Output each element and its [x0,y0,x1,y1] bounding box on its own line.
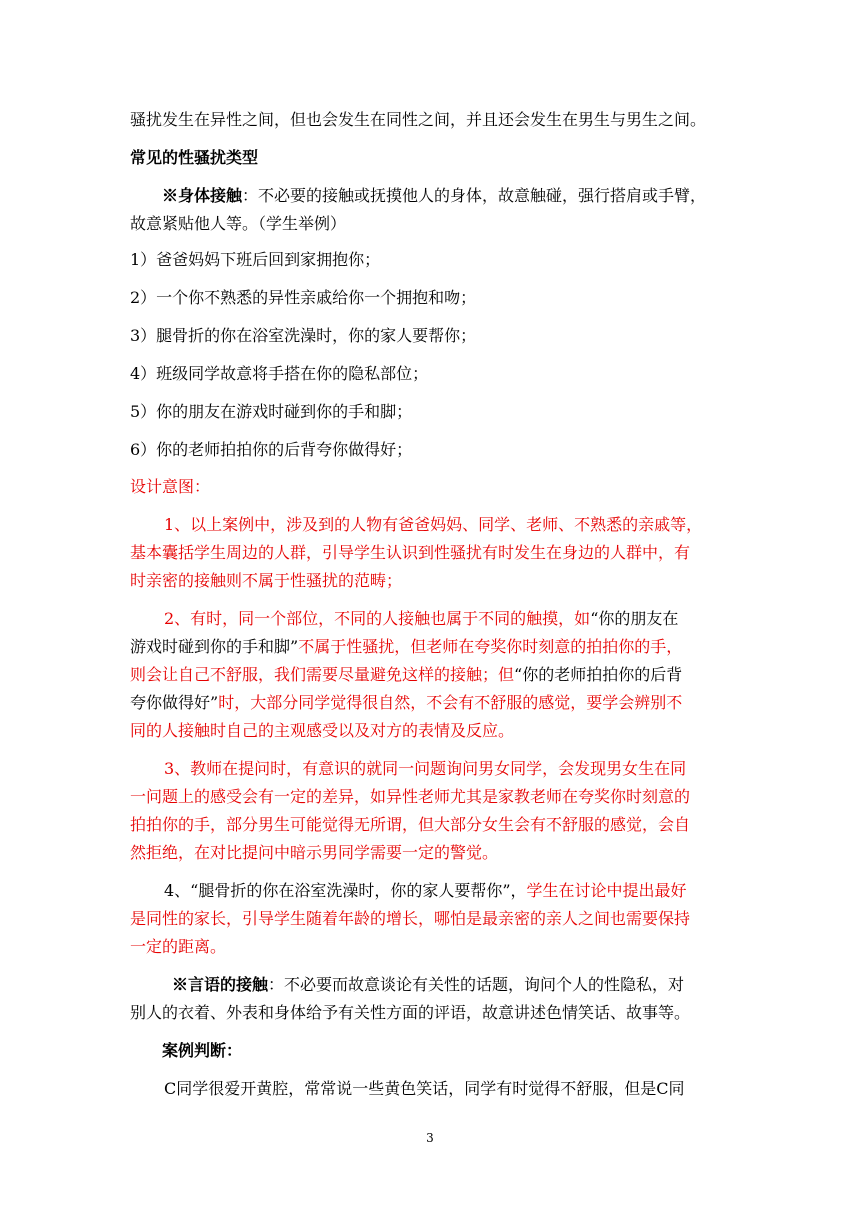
example-item: 2）一个你不熟悉的异性亲戚给你一个拥抱和吻； [130,288,477,307]
intent2-line1 [164,609,678,629]
intent3-line: 3、教师在提问时，有意识的就同一问题询问男女同学，会发现男女生在同 [164,759,687,778]
physical-contact-line1 [162,186,706,206]
physical-contact-desc: ：不必要的接触或抚摸他人的身体，故意触碰，强行搭肩或手臂， [242,186,707,205]
intent1-line: 时亲密的接触则不属于性骚扰的范畴； [130,571,403,590]
intent2-quote: 游戏时碰到你的手和脚” [130,637,299,656]
intent3-line: 一问题上的感受会有一定的差异，如异性老师尤其是家教老师在夸奖你时刻意的 [130,787,691,806]
page-number: 3 [426,1131,434,1145]
intent1-line: 基本囊括学生周边的人群，引导学生认识到性骚扰有时发生在身边的人群中，有 [130,543,691,562]
physical-contact-label: ※身体接触 [162,186,243,205]
intent1-line: 1、以上案例中，涉及到的人物有爸爸妈妈、同学、老师、不熟悉的亲戚等， [164,515,703,534]
example-item: 4）班级同学故意将手搭在你的隐私部位； [130,364,429,383]
intent2-line2 [130,637,682,657]
verbal-contact-desc: ：不必要而故意谈论有关性的话题，询问个人的性隐私，对 [268,975,685,994]
example-item: 3）腿骨折的你在浴室洗澡时，你的家人要帮你； [130,326,477,345]
case-judgment-heading: 案例判断： [162,1041,243,1060]
intent4-line2: 是同性的家长，引导学生随着年龄的增长，哪怕是最亲密的亲人之间也需要保持 [130,909,691,928]
intent3-line: 拍拍你的手，部分男生可能觉得无所谓，但大部分女生会有不舒服的感觉，会自 [130,815,691,834]
intent2-text-red: 2、有时，同一个部位，不同的人接触也属于不同的触摸，如 [164,609,591,628]
verbal-contact-line2: 别人的衣着、外表和身体给予有关性方面的评语，故意讲述色情笑话、故事等。 [130,1003,691,1022]
intent2-quote: “你的朋友在 [590,609,679,628]
verbal-contact-line1 [172,975,684,995]
intent3-line: 然拒绝，在对比提问中暗示男同学需要一定的警觉。 [130,843,499,862]
physical-contact-line2: 故意紧贴他人等。（学生举例） [130,214,347,233]
example-item: 6）你的老师拍拍你的后背夸你做得好； [130,440,413,459]
example-item: 1）爸爸妈妈下班后回到家拥抱你； [130,250,381,269]
intent4-quote: 4、“腿骨折的你在浴室洗澡时，你的家人要帮你”， [164,881,527,900]
design-intent-label: 设计意图： [130,477,211,496]
intent2-quote: “你的老师拍拍你的后背 [514,665,683,684]
intent2-quote: 夸你做得好” [130,693,219,712]
intent2-text-red: 不属于性骚扰，但老师在夸奖你时刻意的拍拍你的手， [298,637,683,656]
intent2-line3 [130,665,682,685]
intent2-line4 [130,693,682,713]
intent4-line3: 一定的距离。 [130,937,227,956]
intent4-line1 [164,881,687,901]
intent4-text-red: 学生在讨论中提出最好 [526,881,687,900]
intent2-text-red: 则会让自己不舒服，我们需要尽量避免这样的接触；但 [130,665,515,684]
example-item: 5）你的朋友在游戏时碰到你的手和脚； [130,402,413,421]
intent2-text-red: 时，大部分同学觉得很自然，不会有不舒服的感觉，要学会辨别不 [218,693,683,712]
heading-harassment-types: 常见的性骚扰类型 [130,148,259,167]
intent2-line5: 同的人接触时自己的主观感受以及对方的表情及反应。 [130,721,515,740]
verbal-contact-label: ※言语的接触 [172,975,269,994]
case-text-line: C同学很爱开黄腔，常常说一些黄色笑话，同学有时觉得不舒服，但是C同 [164,1079,685,1098]
intro-continuation: 骚扰发生在异性之间，但也会发生在同性之间，并且还会发生在男生与男生之间。 [130,110,707,129]
